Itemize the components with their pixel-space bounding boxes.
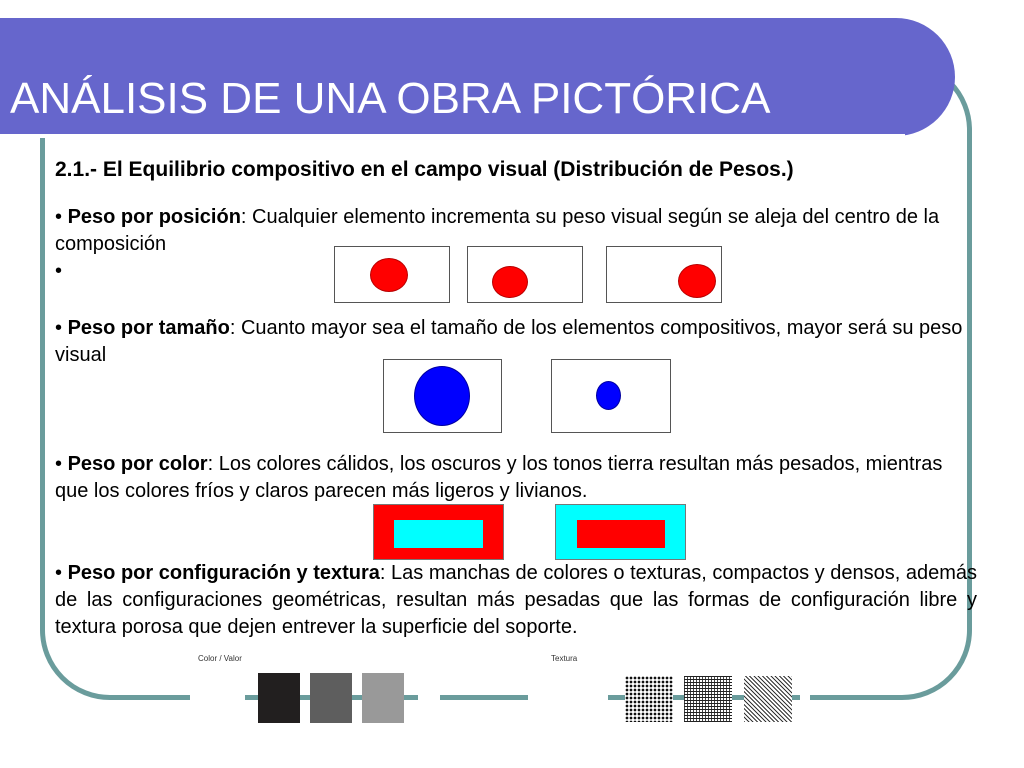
term-configuracion: Peso por configuración y textura — [67, 562, 380, 584]
small-blue-circle — [596, 381, 621, 410]
page-title: ANÁLISIS DE UNA OBRA PICTÓRICA — [10, 74, 771, 123]
texture-diagonal — [744, 676, 792, 722]
swatch-dark — [258, 673, 300, 723]
swatch-light — [362, 673, 404, 723]
texture-dots — [625, 676, 673, 722]
desc-configuracion: : Las manchas de colores o texturas, compactos y densos, además de las configuraciones geométricas, resultan más pesadas que las formas de configuración libre y textura porosa que dejen entrever la superficie del soporte. — [55, 562, 977, 638]
desc-color: : Los colores cálidos, los oscuros y los tonos tierra resultan más pesados, mientras que los colores fríos y claros parecen más ligeros y livianos. — [55, 453, 943, 502]
title-underline — [0, 134, 905, 138]
bullet-marker: • — [55, 206, 68, 228]
red-rectangle — [577, 520, 665, 548]
red-circle — [370, 258, 408, 292]
desc-posicion: : Cualquier elemento incrementa su peso visual según se aleja del centro de la composición — [55, 206, 940, 255]
desc-tamano: : Cuanto mayor sea el tamaño de los elementos compositivos, mayor será su peso visual — [55, 317, 963, 366]
bullet-marker: • — [55, 317, 68, 339]
frame-gap — [528, 692, 608, 704]
texture-grid — [684, 676, 732, 722]
swatch-mid — [310, 673, 352, 723]
red-circle — [492, 266, 528, 298]
red-circle — [678, 264, 716, 298]
size-example-small — [551, 359, 671, 433]
textura-label: Textura — [551, 654, 578, 663]
position-example-left — [334, 246, 450, 303]
bullet-configuracion — [55, 560, 977, 641]
position-example-right — [606, 246, 722, 303]
position-example-center — [467, 246, 583, 303]
bullet-marker: • — [55, 562, 68, 584]
term-color: Peso por color — [67, 453, 208, 475]
color-example-red — [373, 504, 504, 560]
title-bar — [0, 18, 955, 136]
size-example-large — [383, 359, 502, 433]
cyan-rectangle — [394, 520, 483, 548]
color-example-cyan — [555, 504, 686, 560]
term-posicion: Peso por posición — [67, 206, 241, 228]
frame-gap — [800, 692, 810, 704]
large-blue-circle — [414, 366, 470, 426]
bullet-tamano — [55, 315, 977, 369]
frame-gap — [190, 692, 245, 704]
bullet-marker: • — [55, 453, 68, 475]
color-valor-label: Color / Valor — [198, 654, 242, 663]
frame-gap — [418, 692, 440, 704]
empty-bullet: • — [55, 260, 63, 282]
bullet-color — [55, 451, 977, 505]
term-tamano: Peso por tamaño — [67, 317, 230, 339]
section-heading: 2.1.- El Equilibrio compositivo en el campo visual (Distribución de Pesos.) — [55, 158, 794, 181]
